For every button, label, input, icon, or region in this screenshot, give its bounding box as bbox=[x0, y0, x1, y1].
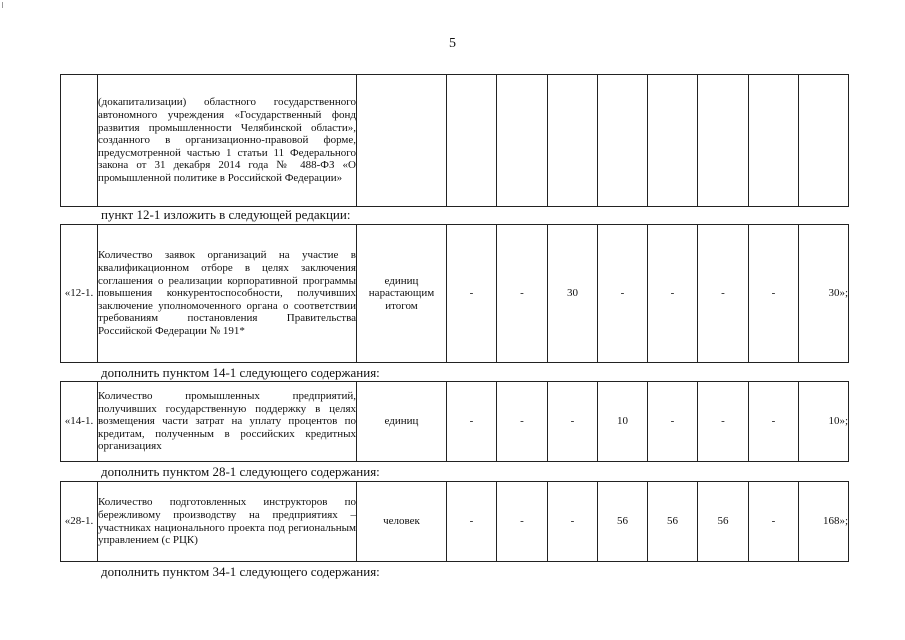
table-continuation bbox=[60, 74, 849, 207]
value-cell-total: 10»; bbox=[799, 382, 849, 462]
value-cell: - bbox=[497, 482, 548, 562]
unit-cell: единиц нарастающим итогом bbox=[357, 225, 447, 363]
value-cell: - bbox=[497, 382, 548, 462]
instruction-text: дополнить пунктом 34-1 следующего содержания: bbox=[101, 564, 380, 579]
unit-cell: единиц bbox=[357, 382, 447, 462]
value-cell: - bbox=[548, 382, 598, 462]
row-description: Количество подготовленных инструкторов по бережливому производству на предприятиях – участниках национального проекта под региональным управлением (с РЦК) bbox=[98, 482, 357, 562]
row-number: «28-1. bbox=[61, 482, 98, 562]
value-cell bbox=[497, 75, 548, 207]
row-description: Количество промышленных предприятий, получивших государственную поддержку в целях возмещения части затрат на уплату процентов по кредитам, полученным в российских кредитных организациях bbox=[98, 382, 357, 462]
value-cell bbox=[799, 75, 849, 207]
value-cell: 10 bbox=[598, 382, 648, 462]
value-cell: - bbox=[698, 225, 749, 363]
row-number: «12-1. bbox=[61, 225, 98, 363]
value-cell: - bbox=[749, 482, 799, 562]
value-cell: - bbox=[749, 382, 799, 462]
table-item-14-1 bbox=[60, 381, 849, 462]
corner-mark bbox=[2, 2, 9, 8]
value-cell: 56 bbox=[598, 482, 648, 562]
value-cell: - bbox=[648, 225, 698, 363]
value-cell: - bbox=[447, 225, 497, 363]
value-cell-total: 168»; bbox=[799, 482, 849, 562]
value-cell: - bbox=[497, 225, 548, 363]
value-cell: 56 bbox=[698, 482, 749, 562]
value-cell: - bbox=[447, 482, 497, 562]
value-cell: - bbox=[648, 382, 698, 462]
row-description: (докапитализации) областного государственного автономного учреждения «Государственный фонд развития промышленности Челябинской области», созданного в организационно-правовой форме, предусмотренной частью 1 статьи 11 Федерального закона от 31 декабря 2014 года № 488-ФЗ «О промышленной политике в Российской Федерации» bbox=[98, 75, 357, 207]
instruction-text: дополнить пунктом 28-1 следующего содержания: bbox=[101, 464, 380, 479]
value-cell: 30 bbox=[548, 225, 598, 363]
value-cell: - bbox=[698, 382, 749, 462]
value-cell bbox=[698, 75, 749, 207]
instruction-text: дополнить пунктом 14-1 следующего содержания: bbox=[101, 365, 380, 380]
value-cell bbox=[749, 75, 799, 207]
value-cell: 56 bbox=[648, 482, 698, 562]
value-cell: - bbox=[548, 482, 598, 562]
value-cell-total: 30»; bbox=[799, 225, 849, 363]
value-cell bbox=[447, 75, 497, 207]
row-description: Количество заявок организаций на участие в квалификационном отборе в целях заключения соглашения о реализации корпоративной программы повышения конкурентоспособности, получивших заключение уполномоченного органа о соответствии требованиям постановления Правительства Российской Федерации № 191* bbox=[98, 225, 357, 363]
table-item-12-1 bbox=[60, 224, 849, 363]
unit-cell: человек bbox=[357, 482, 447, 562]
value-cell bbox=[648, 75, 698, 207]
row-number-cell bbox=[61, 75, 98, 207]
value-cell: - bbox=[447, 382, 497, 462]
value-cell bbox=[548, 75, 598, 207]
unit-cell bbox=[357, 75, 447, 207]
page-number: 5 bbox=[449, 36, 456, 51]
table-item-28-1 bbox=[60, 481, 849, 562]
value-cell: - bbox=[598, 225, 648, 363]
instruction-text: пункт 12-1 изложить в следующей редакции: bbox=[101, 207, 351, 222]
value-cell: - bbox=[749, 225, 799, 363]
row-number: «14-1. bbox=[61, 382, 98, 462]
value-cell bbox=[598, 75, 648, 207]
